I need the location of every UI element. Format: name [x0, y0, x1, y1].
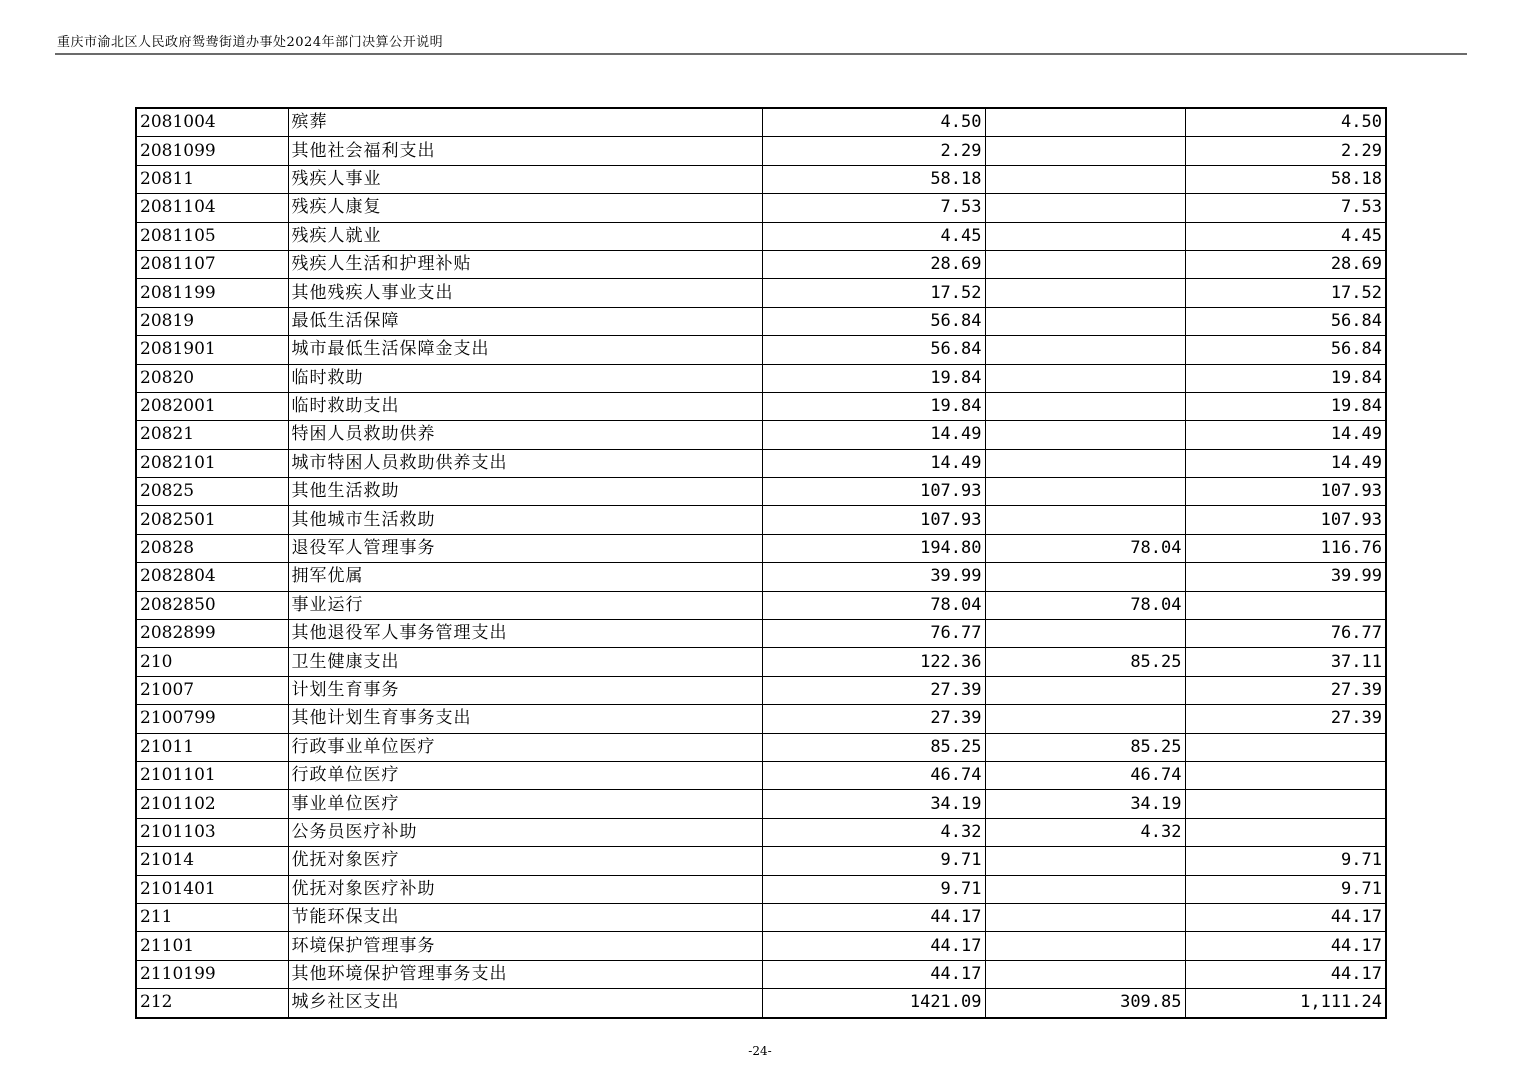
basic-expenditure-cell	[985, 392, 1185, 420]
basic-expenditure-cell	[985, 194, 1185, 222]
project-expenditure-cell: 116.76	[1185, 534, 1386, 562]
table-row	[136, 960, 1386, 988]
total-amount-cell: 34.19	[762, 790, 985, 818]
project-expenditure-cell: 44.17	[1185, 903, 1386, 931]
subject-code-cell: 2082899	[136, 620, 288, 648]
project-expenditure-cell: 56.84	[1185, 307, 1386, 335]
table-row	[136, 250, 1386, 278]
basic-expenditure-cell	[985, 165, 1185, 193]
subject-code-cell: 2101401	[136, 875, 288, 903]
subject-name-cell: 其他退役军人事务管理支出	[288, 620, 762, 648]
table-row	[136, 279, 1386, 307]
project-expenditure-cell: 2.29	[1185, 137, 1386, 165]
subject-code-cell: 2081004	[136, 108, 288, 137]
total-amount-cell: 194.80	[762, 534, 985, 562]
table-row	[136, 847, 1386, 875]
subject-code-cell: 21011	[136, 733, 288, 761]
project-expenditure-cell	[1185, 790, 1386, 818]
subject-name-cell: 其他环境保护管理事务支出	[288, 960, 762, 988]
table-row	[136, 989, 1386, 1018]
table-row	[136, 733, 1386, 761]
total-amount-cell: 9.71	[762, 875, 985, 903]
page-number: -24-	[748, 1044, 772, 1058]
subject-name-cell: 残疾人康复	[288, 194, 762, 222]
table-row	[136, 790, 1386, 818]
subject-code-cell: 210	[136, 648, 288, 676]
subject-code-cell: 20820	[136, 364, 288, 392]
subject-name-cell: 残疾人事业	[288, 165, 762, 193]
subject-name-cell: 卫生健康支出	[288, 648, 762, 676]
project-expenditure-cell: 56.84	[1185, 336, 1386, 364]
table-row	[136, 591, 1386, 619]
basic-expenditure-cell	[985, 478, 1185, 506]
table-row	[136, 563, 1386, 591]
table-row	[136, 478, 1386, 506]
basic-expenditure-cell	[985, 847, 1185, 875]
subject-code-cell: 212	[136, 989, 288, 1018]
basic-expenditure-cell	[985, 250, 1185, 278]
total-amount-cell: 4.45	[762, 222, 985, 250]
basic-expenditure-cell	[985, 307, 1185, 335]
basic-expenditure-cell	[985, 336, 1185, 364]
total-amount-cell: 56.84	[762, 307, 985, 335]
project-expenditure-cell: 76.77	[1185, 620, 1386, 648]
project-expenditure-cell: 27.39	[1185, 705, 1386, 733]
table-row	[136, 307, 1386, 335]
subject-name-cell: 其他计划生育事务支出	[288, 705, 762, 733]
subject-code-cell: 21007	[136, 676, 288, 704]
basic-expenditure-cell	[985, 620, 1185, 648]
basic-expenditure-cell	[985, 137, 1185, 165]
subject-name-cell: 最低生活保障	[288, 307, 762, 335]
basic-expenditure-cell: 309.85	[985, 989, 1185, 1018]
subject-code-cell: 2081901	[136, 336, 288, 364]
subject-name-cell: 拥军优属	[288, 563, 762, 591]
table-row	[136, 534, 1386, 562]
total-amount-cell: 17.52	[762, 279, 985, 307]
project-expenditure-cell: 27.39	[1185, 676, 1386, 704]
basic-expenditure-cell	[985, 449, 1185, 477]
table-row	[136, 761, 1386, 789]
project-expenditure-cell: 14.49	[1185, 449, 1386, 477]
total-amount-cell: 122.36	[762, 648, 985, 676]
subject-name-cell: 残疾人生活和护理补贴	[288, 250, 762, 278]
project-expenditure-cell: 4.50	[1185, 108, 1386, 137]
subject-name-cell: 其他城市生活救助	[288, 506, 762, 534]
total-amount-cell: 46.74	[762, 761, 985, 789]
project-expenditure-cell: 7.53	[1185, 194, 1386, 222]
basic-expenditure-cell: 85.25	[985, 648, 1185, 676]
subject-name-cell: 城乡社区支出	[288, 989, 762, 1018]
subject-code-cell: 21014	[136, 847, 288, 875]
subject-name-cell: 行政事业单位医疗	[288, 733, 762, 761]
total-amount-cell: 76.77	[762, 620, 985, 648]
basic-expenditure-cell	[985, 960, 1185, 988]
basic-expenditure-cell: 34.19	[985, 790, 1185, 818]
table-row	[136, 421, 1386, 449]
table-row	[136, 932, 1386, 960]
table-row	[136, 620, 1386, 648]
subject-code-cell: 20828	[136, 534, 288, 562]
total-amount-cell: 58.18	[762, 165, 985, 193]
total-amount-cell: 107.93	[762, 506, 985, 534]
subject-name-cell: 其他生活救助	[288, 478, 762, 506]
total-amount-cell: 7.53	[762, 194, 985, 222]
total-amount-cell: 85.25	[762, 733, 985, 761]
total-amount-cell: 19.84	[762, 392, 985, 420]
project-expenditure-cell: 1,111.24	[1185, 989, 1386, 1018]
subject-name-cell: 城市特困人员救助供养支出	[288, 449, 762, 477]
total-amount-cell: 9.71	[762, 847, 985, 875]
subject-code-cell: 2101103	[136, 818, 288, 846]
basic-expenditure-cell	[985, 903, 1185, 931]
subject-code-cell: 2082501	[136, 506, 288, 534]
table-row	[136, 392, 1386, 420]
table-row	[136, 165, 1386, 193]
project-expenditure-cell: 19.84	[1185, 392, 1386, 420]
project-expenditure-cell: 39.99	[1185, 563, 1386, 591]
project-expenditure-cell: 9.71	[1185, 847, 1386, 875]
subject-code-cell: 2082101	[136, 449, 288, 477]
subject-code-cell: 2081105	[136, 222, 288, 250]
total-amount-cell: 19.84	[762, 364, 985, 392]
total-amount-cell: 4.50	[762, 108, 985, 137]
subject-code-cell: 211	[136, 903, 288, 931]
table-row	[136, 137, 1386, 165]
project-expenditure-cell	[1185, 761, 1386, 789]
subject-name-cell: 事业运行	[288, 591, 762, 619]
subject-name-cell: 节能环保支出	[288, 903, 762, 931]
table-row	[136, 818, 1386, 846]
expenditure-table-body	[136, 108, 1386, 1018]
project-expenditure-cell: 28.69	[1185, 250, 1386, 278]
subject-name-cell: 环境保护管理事务	[288, 932, 762, 960]
project-expenditure-cell: 58.18	[1185, 165, 1386, 193]
table-row	[136, 194, 1386, 222]
total-amount-cell: 14.49	[762, 421, 985, 449]
basic-expenditure-cell	[985, 421, 1185, 449]
subject-name-cell: 公务员医疗补助	[288, 818, 762, 846]
table-row	[136, 648, 1386, 676]
subject-name-cell: 计划生育事务	[288, 676, 762, 704]
project-expenditure-cell: 37.11	[1185, 648, 1386, 676]
project-expenditure-cell: 107.93	[1185, 478, 1386, 506]
subject-code-cell: 2081107	[136, 250, 288, 278]
basic-expenditure-cell	[985, 364, 1185, 392]
basic-expenditure-cell: 78.04	[985, 534, 1185, 562]
basic-expenditure-cell	[985, 563, 1185, 591]
total-amount-cell: 28.69	[762, 250, 985, 278]
table-row	[136, 222, 1386, 250]
subject-name-cell: 优抚对象医疗	[288, 847, 762, 875]
subject-code-cell: 2081199	[136, 279, 288, 307]
expenditure-table	[135, 107, 1387, 1019]
basic-expenditure-cell	[985, 932, 1185, 960]
table-row	[136, 705, 1386, 733]
total-amount-cell: 2.29	[762, 137, 985, 165]
table-row	[136, 875, 1386, 903]
basic-expenditure-cell: 4.32	[985, 818, 1185, 846]
total-amount-cell: 44.17	[762, 960, 985, 988]
total-amount-cell: 39.99	[762, 563, 985, 591]
total-amount-cell: 78.04	[762, 591, 985, 619]
header-divider	[55, 53, 1467, 55]
basic-expenditure-cell	[985, 279, 1185, 307]
total-amount-cell: 56.84	[762, 336, 985, 364]
subject-name-cell: 其他残疾人事业支出	[288, 279, 762, 307]
total-amount-cell: 1421.09	[762, 989, 985, 1018]
total-amount-cell: 14.49	[762, 449, 985, 477]
project-expenditure-cell	[1185, 591, 1386, 619]
total-amount-cell: 27.39	[762, 705, 985, 733]
project-expenditure-cell: 44.17	[1185, 932, 1386, 960]
subject-name-cell: 临时救助	[288, 364, 762, 392]
total-amount-cell: 4.32	[762, 818, 985, 846]
project-expenditure-cell: 107.93	[1185, 506, 1386, 534]
subject-code-cell: 2101101	[136, 761, 288, 789]
table-row	[136, 336, 1386, 364]
subject-name-cell: 城市最低生活保障金支出	[288, 336, 762, 364]
basic-expenditure-cell	[985, 875, 1185, 903]
subject-name-cell: 特困人员救助供养	[288, 421, 762, 449]
subject-code-cell: 2110199	[136, 960, 288, 988]
subject-code-cell: 20819	[136, 307, 288, 335]
total-amount-cell: 27.39	[762, 676, 985, 704]
basic-expenditure-cell: 85.25	[985, 733, 1185, 761]
subject-name-cell: 临时救助支出	[288, 392, 762, 420]
subject-name-cell: 殡葬	[288, 108, 762, 137]
subject-code-cell: 2100799	[136, 705, 288, 733]
basic-expenditure-cell	[985, 506, 1185, 534]
subject-code-cell: 2081104	[136, 194, 288, 222]
table-row	[136, 676, 1386, 704]
subject-code-cell: 20825	[136, 478, 288, 506]
project-expenditure-cell: 4.45	[1185, 222, 1386, 250]
table-row	[136, 364, 1386, 392]
subject-name-cell: 退役军人管理事务	[288, 534, 762, 562]
table-row	[136, 449, 1386, 477]
project-expenditure-cell: 9.71	[1185, 875, 1386, 903]
subject-name-cell: 优抚对象医疗补助	[288, 875, 762, 903]
subject-code-cell: 2082850	[136, 591, 288, 619]
subject-code-cell: 20821	[136, 421, 288, 449]
project-expenditure-cell: 44.17	[1185, 960, 1386, 988]
subject-code-cell: 2081099	[136, 137, 288, 165]
subject-code-cell: 21101	[136, 932, 288, 960]
project-expenditure-cell	[1185, 818, 1386, 846]
table-row	[136, 903, 1386, 931]
basic-expenditure-cell	[985, 108, 1185, 137]
basic-expenditure-cell	[985, 676, 1185, 704]
total-amount-cell: 44.17	[762, 903, 985, 931]
subject-code-cell: 2101102	[136, 790, 288, 818]
subject-name-cell: 行政单位医疗	[288, 761, 762, 789]
project-expenditure-cell: 19.84	[1185, 364, 1386, 392]
total-amount-cell: 107.93	[762, 478, 985, 506]
basic-expenditure-cell	[985, 705, 1185, 733]
table-row	[136, 506, 1386, 534]
document-header-title: 重庆市渝北区人民政府鸳鸯街道办事处2024年部门决算公开说明	[57, 35, 444, 50]
subject-code-cell: 20811	[136, 165, 288, 193]
subject-name-cell: 其他社会福利支出	[288, 137, 762, 165]
table-row	[136, 108, 1386, 137]
project-expenditure-cell: 14.49	[1185, 421, 1386, 449]
subject-name-cell: 事业单位医疗	[288, 790, 762, 818]
project-expenditure-cell: 17.52	[1185, 279, 1386, 307]
basic-expenditure-cell	[985, 222, 1185, 250]
subject-name-cell: 残疾人就业	[288, 222, 762, 250]
total-amount-cell: 44.17	[762, 932, 985, 960]
subject-code-cell: 2082804	[136, 563, 288, 591]
basic-expenditure-cell: 78.04	[985, 591, 1185, 619]
project-expenditure-cell	[1185, 733, 1386, 761]
basic-expenditure-cell: 46.74	[985, 761, 1185, 789]
subject-code-cell: 2082001	[136, 392, 288, 420]
